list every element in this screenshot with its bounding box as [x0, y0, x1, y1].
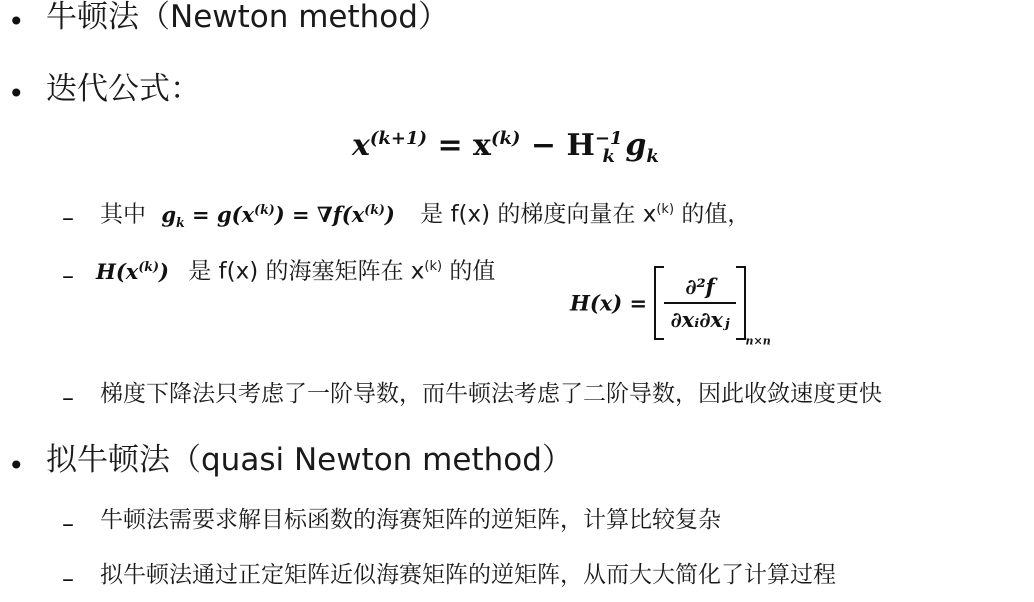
gradient-sup: (k) — [656, 202, 675, 217]
hessian-definition: H(x) = $\frac{\text{∂²f}}{\text{∂xᵢ∂xⱼ}}$ $_{n\times n}$ — [570, 266, 771, 348]
quasi-item-2: 拟牛顿法通过正定矩阵近似海赛矩阵的逆矩阵，从而大大简化了计算过程 — [100, 562, 836, 588]
newton-method-heading: 牛顿法（Newton method） — [46, 0, 449, 35]
dash-marker: – — [62, 510, 74, 538]
iteration-formula-heading: 迭代公式： — [46, 71, 201, 107]
dash-marker: – — [62, 204, 74, 232]
hessian-fraction: $\frac{\text{∂²f}}{\text{∂xᵢ∂xⱼ}}$ — [664, 274, 735, 332]
dash-marker: – — [62, 384, 74, 412]
bullet-dot: • — [8, 449, 25, 482]
quasi-newton-heading: 拟牛顿法（quasi Newton method） — [46, 442, 573, 478]
hessian-text: 是 f(x) 的海塞矩阵在 x — [188, 258, 425, 285]
comparison-line: 梯度下降法只考虑了一阶导数，而牛顿法考虑了二阶导数，因此收敛速度更快 — [100, 381, 882, 407]
gradient-prefix: 其中 — [100, 201, 146, 228]
bullet-dot: • — [8, 5, 25, 38]
dash-marker: – — [62, 565, 74, 593]
gradient-text-end: 的值， — [674, 201, 751, 228]
hessian-line — [96, 260, 495, 284]
left-bracket — [654, 266, 664, 340]
quasi-item-1: 牛顿法需要求解目标函数的海赛矩阵的逆矩阵，计算比较复杂 — [100, 507, 721, 533]
hessian-text-end: 的值 — [442, 258, 496, 285]
right-bracket — [736, 266, 746, 340]
dash-marker: – — [62, 262, 74, 290]
gradient-formula: $g_k = g(x^{(k)}) = \nabla f(x^{(k)})$ — [161, 201, 395, 230]
bullet-dot: • — [8, 77, 25, 110]
gradient-line — [100, 203, 750, 229]
hessian-formula: $H(x^{(k)})$ — [96, 258, 169, 284]
gradient-text: 是 f(x) 的梯度向量在 x — [420, 201, 657, 228]
newton-iteration-formula: $x^{(k+1)} = x^{(k)} - H^{-1}_k$ $g_k$ — [352, 128, 659, 167]
hessian-sup: (k) — [424, 259, 443, 274]
